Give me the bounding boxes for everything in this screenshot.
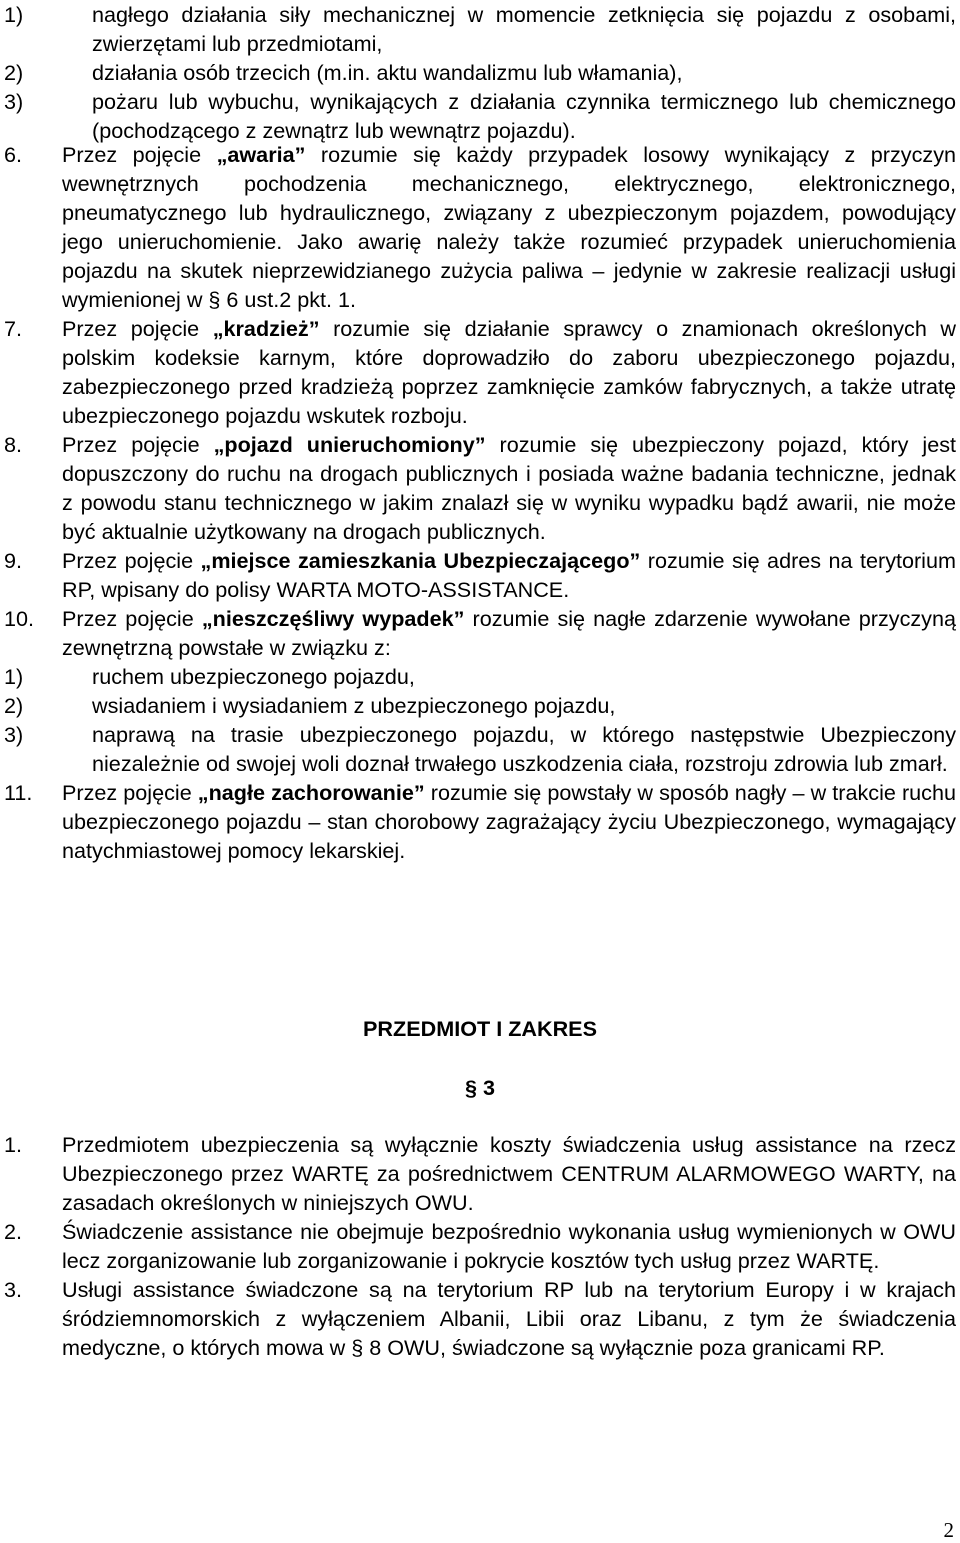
definition-close-quote: ” xyxy=(294,142,306,167)
definition-intro: Przez pojęcie xyxy=(62,142,217,167)
list-item xyxy=(0,0,956,58)
scope-item-text: Usługi assistance świadczone są na terytorium RP lub na terytorium Europy i w krajach śródziemnomorskich z wyłączeniem Albanii, Libii oraz Libanu, z tym że świadczenia medyczne, o których mowa w § 8 OWU, świadczone są wyłącznie poza granicami RP. xyxy=(62,1277,956,1360)
definition-term: pojazd unieruchomiony xyxy=(224,432,475,457)
list-item xyxy=(0,87,956,145)
definition-close-quote: ” xyxy=(453,606,465,631)
definition-open-quote: „ xyxy=(212,316,224,341)
definition-open-quote: „ xyxy=(216,142,228,167)
definition-open-quote: „ xyxy=(213,432,225,457)
list-item-number: 2) xyxy=(4,60,24,85)
definition-number: 11. xyxy=(4,780,33,805)
list-item xyxy=(0,58,956,87)
definition-number: 7. xyxy=(4,316,23,341)
top-list xyxy=(0,0,956,145)
definition-term: miejsce zamieszkania Ubezpieczającego xyxy=(211,548,630,573)
definition-term: nagłe zachorowanie xyxy=(208,780,414,805)
definition-text: rozumie się nagłe zdarzenie wywołane przyczyną zewnętrzną powstałe w związku z: xyxy=(62,606,956,660)
definition-open-quote: „ xyxy=(197,780,209,805)
definition-number: 9. xyxy=(4,548,23,573)
definitions-list xyxy=(0,140,956,865)
definition-term: awaria xyxy=(227,142,295,167)
list-item-text: pożaru lub wybuchu, wynikających z działania czynnika termicznego lub chemicznego (pochodzącego z zewnątrz lub wewnątrz pojazdu). xyxy=(92,89,956,143)
accident-list xyxy=(0,662,956,778)
list-item-text: ruchem ubezpieczonego pojazdu, xyxy=(92,664,415,689)
scope-item xyxy=(0,1130,956,1217)
scope-item-number: 1. xyxy=(4,1132,23,1157)
scope-item xyxy=(0,1217,956,1275)
definition-number: 10. xyxy=(4,606,35,631)
scope-item xyxy=(0,1275,956,1362)
definition-text: rozumie się powstały w sposób nagły – w trakcie ruchu ubezpieczonego pojazdu – stan chorobowy zagrażający życiu Ubezpieczonego, wymagający natychmiastowej pomocy lekarskiej. xyxy=(62,780,956,863)
list-item-number: 1) xyxy=(4,664,24,689)
list-item-number: 2) xyxy=(4,693,24,718)
definition-intro: Przez pojęcie xyxy=(62,548,201,573)
definition-close-quote: ” xyxy=(308,316,320,341)
definition-item xyxy=(0,546,956,604)
scope-item-text: Świadczenie assistance nie obejmuje bezpośrednio wykonania usług wymienionych w OWU lecz zorganizowanie lub zorganizowanie i pokrycie kosztów tych usług przez WARTĘ. xyxy=(62,1219,956,1273)
definition-term: kradzież xyxy=(223,316,309,341)
definition-number: 8. xyxy=(4,432,23,457)
definition-intro: Przez pojęcie xyxy=(62,606,202,631)
definition-item xyxy=(0,140,956,314)
scope-item-number: 2. xyxy=(4,1219,23,1244)
list-item-number: 1) xyxy=(4,2,24,27)
list-item xyxy=(0,691,956,720)
definition-intro: Przez pojęcie xyxy=(62,432,214,457)
scope-list xyxy=(0,1130,956,1362)
definition-text: rozumie się działanie sprawcy o znamionach określonych w polskim kodeksie karnym, które doprowadziło do zaboru ubezpieczonego pojazdu, zabezpieczonego przed kradzieżą poprzez zamknięcie zamków fabrycznych, a także utratę ubezpieczonego pojazdu wskutek rozboju. xyxy=(62,316,956,428)
list-item-text: działania osób trzecich (m.in. aktu wandalizmu lub włamania), xyxy=(92,60,683,85)
definition-item xyxy=(0,314,956,430)
definition-open-quote: „ xyxy=(201,606,213,631)
section-paragraph-mark: § 3 xyxy=(464,1075,496,1100)
list-item-number: 3) xyxy=(4,89,24,114)
definition-close-quote: ” xyxy=(474,432,486,457)
list-item xyxy=(0,720,956,778)
definition-text: rozumie się każdy przypadek losowy wynikający z przyczyn wewnętrznych pochodzenia mechanicznego, elektrycznego, elektronicznego, pneumatycznego lub hydraulicznego, związany z ubezpieczonym pojazdem, powodujący jego unieruchomienie. Jako awarię należy także rozumieć przypadek unieruchomienia pojazdu na skutek nieprzewidzianego zużycia paliwa – jedynie w zakresie realizacji usługi wymienionej w § 6 ust.2 pkt. 1. xyxy=(62,142,956,312)
definition-text: rozumie się ubezpieczony pojazd, który jest dopuszczony do ruchu na drogach publicznych i posiada ważne badania techniczne, jednak z powodu stanu technicznego w jakim znalazł się w wyniku wypadku bądź awarii, nie może być aktualnie użytkowany na drogach publicznych. xyxy=(62,432,957,544)
definition-open-quote: „ xyxy=(200,548,212,573)
definition-item xyxy=(0,778,956,865)
list-item-text: wsiadaniem i wysiadaniem z ubezpieczonego pojazdu, xyxy=(92,693,616,718)
definition-item xyxy=(0,430,956,546)
section-title: PRZEDMIOT I ZAKRES xyxy=(363,1016,597,1041)
definition-close-quote: ” xyxy=(629,548,641,573)
list-item xyxy=(0,662,956,691)
definition-intro: Przez pojęcie xyxy=(62,780,198,805)
list-item-number: 3) xyxy=(4,722,24,747)
definition-number: 6. xyxy=(4,142,23,167)
definition-intro: Przez pojęcie xyxy=(62,316,213,341)
page-number: 2 xyxy=(943,1518,954,1542)
list-item-text: naprawą na trasie ubezpieczonego pojazdu, w którego następstwie Ubezpieczony niezależnie od swojej woli doznał trwałego uszkodzenia ciała, rozstroju zdrowia lub zmarł. xyxy=(92,722,956,776)
definition-term: nieszczęśliwy wypadek xyxy=(212,606,454,631)
list-item-text: nagłego działania siły mechanicznej w momencie zetknięcia się pojazdu z osobami, zwierzętami lub przedmiotami, xyxy=(92,2,956,56)
definition-text: rozumie się adres na terytorium RP, wpisany do polisy WARTA MOTO-ASSISTANCE. xyxy=(62,548,956,602)
definition-item xyxy=(0,604,956,662)
scope-item-number: 3. xyxy=(4,1277,23,1302)
definition-close-quote: ” xyxy=(413,780,425,805)
scope-item-text: Przedmiotem ubezpieczenia są wyłącznie koszty świadczenia usług assistance na rzecz Ubezpieczonego przez WARTĘ za pośrednictwem CENTRUM ALARMOWEGO WARTY, na zasadach określonych w niniejszych OWU. xyxy=(62,1132,956,1215)
